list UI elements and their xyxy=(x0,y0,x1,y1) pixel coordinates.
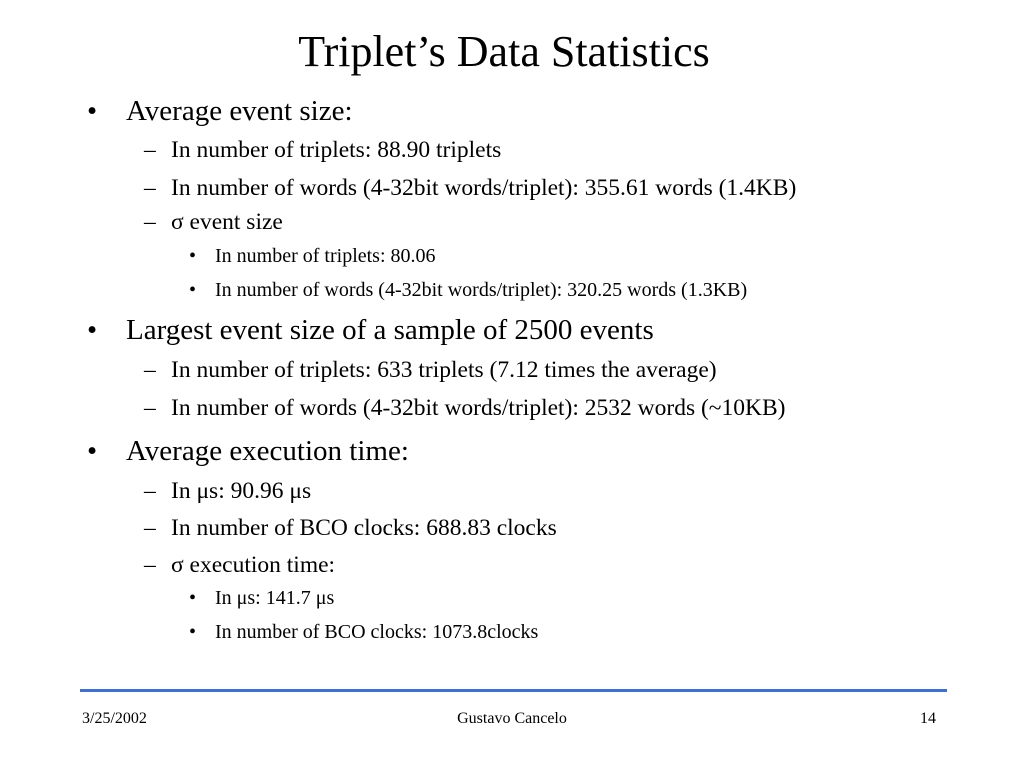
bullet-marker: • xyxy=(87,95,98,127)
bullet-text: In number of words (4-32bit words/triplet): 2532 words (~10KB) xyxy=(171,395,786,421)
page-number: 14 xyxy=(920,710,936,727)
bullet-marker: – xyxy=(144,175,156,201)
footer-author: Gustavo Cancelo xyxy=(457,710,567,727)
bullet-marker: • xyxy=(87,435,98,467)
bullet-text: In number of BCO clocks: 1073.8clocks xyxy=(215,621,539,643)
bullet-marker: • xyxy=(189,279,197,301)
bullet-marker: • xyxy=(189,621,197,643)
bullet-marker: – xyxy=(144,137,156,163)
slide-title: Triplet’s Data Statistics xyxy=(298,27,710,76)
bullet-marker: – xyxy=(144,209,156,235)
bullet-marker: – xyxy=(144,395,156,421)
bullet-marker: – xyxy=(144,478,156,504)
bullet-text: Average execution time: xyxy=(126,435,409,467)
bullet-text: In number of words (4-32bit words/triplet): 320.25 words (1.3KB) xyxy=(215,279,748,301)
bullet-marker: • xyxy=(189,587,197,609)
footer-divider xyxy=(80,689,947,692)
bullet-text: In μs: 90.96 μs xyxy=(171,478,312,504)
bullet-text: In μs: 141.7 μs xyxy=(215,587,335,609)
footer-date: 3/25/2002 xyxy=(82,710,147,727)
bullet-text: σ event size xyxy=(171,209,283,235)
bullet-text: Average event size: xyxy=(126,95,353,127)
bullet-text: σ execution time: xyxy=(171,552,336,578)
bullet-text: In number of words (4-32bit words/triplet): 355.61 words (1.4KB) xyxy=(171,175,797,201)
bullet-text: In number of triplets: 80.06 xyxy=(215,245,436,267)
bullet-text: In number of triplets: 88.90 triplets xyxy=(171,137,502,163)
bullet-marker: – xyxy=(144,552,156,578)
bullet-marker: – xyxy=(144,515,156,541)
bullet-marker: • xyxy=(189,245,197,267)
bullet-text: In number of triplets: 633 triplets (7.12 times the average) xyxy=(171,357,717,383)
bullet-text: In number of BCO clocks: 688.83 clocks xyxy=(171,515,557,541)
bullet-marker: • xyxy=(87,314,98,346)
bullet-marker: – xyxy=(144,357,156,383)
bullet-text: Largest event size of a sample of 2500 events xyxy=(126,314,654,346)
